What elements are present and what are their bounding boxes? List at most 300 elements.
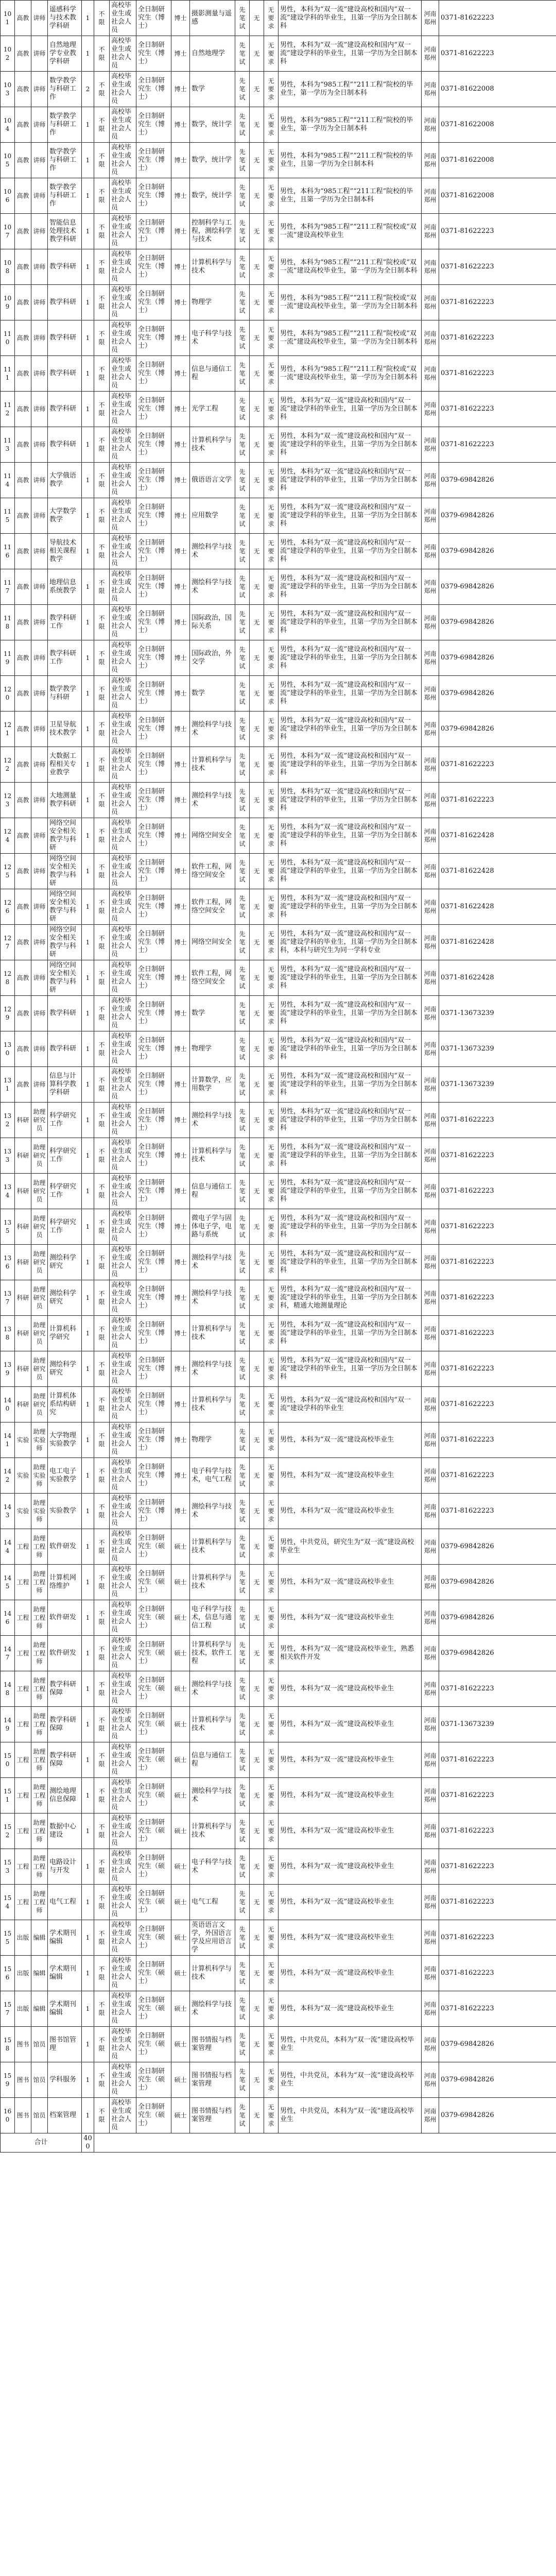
other-limit-cell: 无要求 — [264, 925, 279, 960]
applicant-type-cell: 高校毕业生或社会人员 — [110, 2062, 136, 2098]
post-code-cell: 149 — [1, 1707, 15, 1742]
contact-phone-cell: 0371-13673239 — [439, 996, 556, 1031]
applicant-type-cell: 高校毕业生或社会人员 — [110, 1245, 136, 1280]
post-duty-cell: 遥感科学与技术教学科研 — [48, 1, 82, 36]
age-limit-cell: 不限 — [94, 498, 110, 534]
other-limit-cell: 无要求 — [264, 1245, 279, 1280]
contact-phone-cell: 0371-81622223 — [439, 1174, 556, 1209]
exam-method-cell: 先笔试 — [235, 1671, 250, 1707]
category-cell: 高教 — [15, 818, 31, 854]
applicant-type-cell: 高校毕业生或社会人员 — [110, 1814, 136, 1849]
degree-cell: 博士 — [171, 1351, 190, 1387]
exam-method-cell: 先笔试 — [235, 1920, 250, 1956]
work-experience-cell: 无 — [250, 676, 264, 711]
age-limit-cell: 不限 — [94, 249, 110, 285]
table-row — [1, 427, 556, 463]
major-cell: 测绘科学与技术 — [190, 1351, 235, 1387]
education-cell: 全日制研究生（硕士） — [136, 1885, 171, 1920]
post-code-cell: 157 — [1, 1991, 15, 2027]
major-cell: 图书情报与档案管理 — [190, 2027, 235, 2062]
exam-method-cell: 先笔试 — [235, 1742, 250, 1778]
age-limit-cell: 不限 — [94, 1814, 110, 1849]
work-experience-cell: 无 — [250, 1742, 264, 1778]
category-cell: 高教 — [15, 534, 31, 569]
applicant-type-cell: 高校毕业生或社会人员 — [110, 640, 136, 676]
contact-phone-cell: 0379-69842826 — [439, 569, 556, 605]
contact-phone-cell: 0371-81622223 — [439, 1920, 556, 1956]
degree-cell: 博士 — [171, 1174, 190, 1209]
contact-phone-cell: 0379-69842826 — [439, 2027, 556, 2062]
applicant-type-cell: 高校毕业生或社会人员 — [110, 36, 136, 72]
post-code-cell: 116 — [1, 534, 15, 569]
post-code-cell: 112 — [1, 392, 15, 427]
major-cell: 电子科学与技术，信息与通信工程 — [190, 1600, 235, 1636]
education-cell: 全日制研究生（博士） — [136, 1209, 171, 1245]
major-cell: 数学 — [190, 676, 235, 711]
contact-phone-cell: 0371-81622223 — [439, 1245, 556, 1280]
degree-cell: 博士 — [171, 1138, 190, 1174]
applicant-type-cell: 高校毕业生或社会人员 — [110, 463, 136, 498]
work-experience-cell: 无 — [250, 1494, 264, 1529]
headcount-cell: 1 — [82, 534, 94, 569]
remarks-cell: 男性，本科为“双一流”建设高校和国内“双一流”建设学科的毕业生，且第一学历为全日制本科 — [279, 392, 422, 427]
major-cell: 计算机科学与技术，软件工程 — [190, 1636, 235, 1671]
major-cell: 数学，统计学 — [190, 178, 235, 214]
category-cell: 工程 — [15, 1814, 31, 1849]
age-limit-cell: 不限 — [94, 1778, 110, 1814]
work-experience-cell: 无 — [250, 72, 264, 107]
category-cell: 高教 — [15, 569, 31, 605]
contact-phone-cell: 0379-69842826 — [439, 1600, 556, 1636]
age-limit-cell: 不限 — [94, 1671, 110, 1707]
degree-cell: 硕士 — [171, 2062, 190, 2098]
post-duty-cell: 图书馆管理 — [48, 2027, 82, 2062]
exam-method-cell: 先笔试 — [235, 1280, 250, 1316]
category-cell: 图书 — [15, 2098, 31, 2133]
work-experience-cell: 无 — [250, 356, 264, 392]
education-cell: 全日制研究生（博士） — [136, 1387, 171, 1422]
exam-method-cell: 先笔试 — [235, 2062, 250, 2098]
headcount-cell: 1 — [82, 676, 94, 711]
degree-cell: 博士 — [171, 1387, 190, 1422]
degree-cell: 博士 — [171, 320, 190, 356]
contact-phone-cell: 0379-69842826 — [439, 1529, 556, 1565]
exam-method-cell: 先笔试 — [235, 640, 250, 676]
post-level-cell: 编辑 — [31, 1956, 48, 1991]
other-limit-cell: 无要求 — [264, 1031, 279, 1067]
post-code-cell: 118 — [1, 605, 15, 640]
other-limit-cell: 无要求 — [264, 2098, 279, 2133]
work-experience-cell: 无 — [250, 1103, 264, 1138]
work-location-cell: 河南郑州 — [422, 1103, 439, 1138]
post-duty-cell: 数学教学与科研工作 — [48, 178, 82, 214]
work-experience-cell: 无 — [250, 1422, 264, 1458]
age-limit-cell: 不限 — [94, 1707, 110, 1742]
age-limit-cell: 不限 — [94, 996, 110, 1031]
post-code-cell: 147 — [1, 1636, 15, 1671]
work-experience-cell: 无 — [250, 640, 264, 676]
post-level-cell: 讲师 — [31, 640, 48, 676]
other-limit-cell: 无要求 — [264, 1814, 279, 1849]
work-location-cell: 河南郑州 — [422, 1814, 439, 1849]
degree-cell: 博士 — [171, 1067, 190, 1103]
post-code-cell: 102 — [1, 36, 15, 72]
headcount-cell: 1 — [82, 925, 94, 960]
work-location-cell: 河南郑州 — [422, 1991, 439, 2027]
education-cell: 全日制研究生（博士） — [136, 711, 171, 747]
other-limit-cell: 无要求 — [264, 1494, 279, 1529]
headcount-cell: 1 — [82, 356, 94, 392]
exam-method-cell: 先笔试 — [235, 143, 250, 178]
category-cell: 高教 — [15, 783, 31, 818]
remarks-cell: 男性，本科为“双一流”建设高校和国内“双一流”建设学科的毕业生，且第一学历为全日制本科 — [279, 1138, 422, 1174]
education-cell: 全日制研究生（博士） — [136, 569, 171, 605]
post-code-cell: 151 — [1, 1778, 15, 1814]
exam-method-cell: 先笔试 — [235, 36, 250, 72]
post-level-cell: 馆员 — [31, 2062, 48, 2098]
post-code-cell: 153 — [1, 1849, 15, 1885]
post-code-cell: 115 — [1, 498, 15, 534]
post-level-cell: 讲师 — [31, 498, 48, 534]
work-location-cell: 河南郑州 — [422, 1351, 439, 1387]
applicant-type-cell: 高校毕业生或社会人员 — [110, 1031, 136, 1067]
exam-method-cell: 先笔试 — [235, 178, 250, 214]
applicant-type-cell: 高校毕业生或社会人员 — [110, 107, 136, 143]
post-level-cell: 助理研究员 — [31, 1174, 48, 1209]
post-code-cell: 121 — [1, 711, 15, 747]
contact-phone-cell: 0371-81622223 — [439, 1885, 556, 1920]
major-cell: 俄语语言文学 — [190, 463, 235, 498]
work-location-cell: 河南郑州 — [422, 1885, 439, 1920]
post-level-cell: 助理实验师 — [31, 1422, 48, 1458]
contact-phone-cell: 0371-81622223 — [439, 214, 556, 249]
post-code-cell: 110 — [1, 320, 15, 356]
table-row — [1, 36, 556, 72]
education-cell: 全日制研究生（博士） — [136, 925, 171, 960]
category-cell: 工程 — [15, 1636, 31, 1671]
education-cell: 全日制研究生（硕士） — [136, 1814, 171, 1849]
post-code-cell: 136 — [1, 1245, 15, 1280]
table-row — [1, 1103, 556, 1138]
post-duty-cell: 智能信息处理技术教学科研 — [48, 214, 82, 249]
other-limit-cell: 无要求 — [264, 320, 279, 356]
category-cell: 工程 — [15, 1529, 31, 1565]
education-cell: 全日制研究生（博士） — [136, 534, 171, 569]
contact-phone-cell: 0371-81622223 — [439, 1494, 556, 1529]
degree-cell: 博士 — [171, 1031, 190, 1067]
applicant-type-cell: 高校毕业生或社会人员 — [110, 356, 136, 392]
major-cell: 计算机科学与技术 — [190, 1387, 235, 1422]
post-code-cell: 150 — [1, 1742, 15, 1778]
age-limit-cell: 不限 — [94, 1351, 110, 1387]
exam-method-cell: 先笔试 — [235, 1031, 250, 1067]
exam-method-cell: 先笔试 — [235, 711, 250, 747]
other-limit-cell: 无要求 — [264, 1280, 279, 1316]
remarks-cell: 男性，本科为“双一流”建设高校和国内“双一流”建设学科的毕业生，且第一学历为全日制本科 — [279, 854, 422, 889]
remarks-cell: 男性，本科为“双一流”建设高校和国内“双一流”建设学科的毕业生，且第一学历为全日制本科，本科与研究生为同一学科专业 — [279, 925, 422, 960]
applicant-type-cell: 高校毕业生或社会人员 — [110, 1636, 136, 1671]
major-cell: 测绘科学与技术 — [190, 1103, 235, 1138]
major-cell: 软件工程，网络空间安全 — [190, 889, 235, 925]
other-limit-cell: 无要求 — [264, 214, 279, 249]
exam-method-cell: 先笔试 — [235, 1529, 250, 1565]
exam-method-cell: 先笔试 — [235, 1, 250, 36]
category-cell: 科研 — [15, 1103, 31, 1138]
applicant-type-cell: 高校毕业生或社会人员 — [110, 1991, 136, 2027]
degree-cell: 博士 — [171, 498, 190, 534]
work-experience-cell: 无 — [250, 711, 264, 747]
post-level-cell: 助理工程师 — [31, 1814, 48, 1849]
post-level-cell: 助理工程师 — [31, 1707, 48, 1742]
degree-cell: 博士 — [171, 960, 190, 996]
exam-method-cell: 先笔试 — [235, 1316, 250, 1351]
work-location-cell: 河南郑州 — [422, 818, 439, 854]
post-code-cell: 126 — [1, 889, 15, 925]
category-cell: 高教 — [15, 392, 31, 427]
category-cell: 图书 — [15, 2027, 31, 2062]
work-experience-cell: 无 — [250, 107, 264, 143]
remarks-cell: 男性，本科为“双一流”建设高校和国内“双一流”建设学科的毕业生，且第一学历为全日制本科 — [279, 640, 422, 676]
education-cell: 全日制研究生（硕士） — [136, 2062, 171, 2098]
remarks-cell: 男性，本科为“双一流”建设高校毕业生 — [279, 1458, 422, 1494]
education-cell: 全日制研究生（硕士） — [136, 2098, 171, 2133]
table-row — [1, 1885, 556, 1920]
work-location-cell: 河南郑州 — [422, 1849, 439, 1885]
work-experience-cell: 无 — [250, 1814, 264, 1849]
remarks-cell: 男性，本科为“985工程”“211工程”院校或“双一流”建设高校毕业生，第一学历为全日制本科 — [279, 249, 422, 285]
remarks-cell: 男性，本科为“双一流”建设高校毕业生 — [279, 1565, 422, 1600]
table-row — [1, 640, 556, 676]
contact-phone-cell: 0371-81622008 — [439, 178, 556, 214]
post-duty-cell: 计算机体系结构研究 — [48, 1387, 82, 1422]
exam-method-cell: 先笔试 — [235, 107, 250, 143]
age-limit-cell: 不限 — [94, 1316, 110, 1351]
headcount-cell: 1 — [82, 783, 94, 818]
work-location-cell: 河南郑州 — [422, 320, 439, 356]
work-location-cell: 河南郑州 — [422, 1031, 439, 1067]
post-duty-cell: 软件研发 — [48, 1600, 82, 1636]
contact-phone-cell: 0371-81622223 — [439, 356, 556, 392]
major-cell: 摄影测量与遥感 — [190, 1, 235, 36]
degree-cell: 博士 — [171, 72, 190, 107]
post-code-cell: 130 — [1, 1031, 15, 1067]
work-experience-cell: 无 — [250, 1174, 264, 1209]
table-row — [1, 1280, 556, 1316]
headcount-cell: 1 — [82, 1, 94, 36]
table-row — [1, 1920, 556, 1956]
work-location-cell: 河南郑州 — [422, 640, 439, 676]
major-cell: 计算机科学与技术 — [190, 1529, 235, 1565]
post-code-cell: 124 — [1, 818, 15, 854]
category-cell: 高教 — [15, 676, 31, 711]
degree-cell: 博士 — [171, 107, 190, 143]
education-cell: 全日制研究生（硕士） — [136, 1636, 171, 1671]
post-code-cell: 134 — [1, 1174, 15, 1209]
exam-method-cell: 先笔试 — [235, 356, 250, 392]
post-duty-cell: 大学物理实验教学 — [48, 1422, 82, 1458]
post-code-cell: 111 — [1, 356, 15, 392]
major-cell: 电子科学与技术，电气工程 — [190, 1458, 235, 1494]
headcount-cell: 1 — [82, 1458, 94, 1494]
remarks-cell: 男性，本科为“985工程”“211工程”院校或“双一流”建设高校毕业生，第一学历为全日制本科 — [279, 320, 422, 356]
age-limit-cell: 不限 — [94, 1529, 110, 1565]
table-row — [1, 72, 556, 107]
contact-phone-cell: 0371-81622428 — [439, 889, 556, 925]
work-location-cell: 河南郑州 — [422, 1742, 439, 1778]
age-limit-cell: 不限 — [94, 1636, 110, 1671]
contact-phone-cell: 0371-81622008 — [439, 107, 556, 143]
contact-phone-cell: 0371-81622223 — [439, 1387, 556, 1422]
post-level-cell: 讲师 — [31, 214, 48, 249]
post-code-cell: 144 — [1, 1529, 15, 1565]
table-row — [1, 1138, 556, 1174]
work-experience-cell: 无 — [250, 1565, 264, 1600]
applicant-type-cell: 高校毕业生或社会人员 — [110, 498, 136, 534]
major-cell: 计算数学，应用数学 — [190, 1067, 235, 1103]
applicant-type-cell: 高校毕业生或社会人员 — [110, 1, 136, 36]
post-code-cell: 156 — [1, 1956, 15, 1991]
degree-cell: 硕士 — [171, 1600, 190, 1636]
post-level-cell: 讲师 — [31, 960, 48, 996]
headcount-cell: 1 — [82, 1351, 94, 1387]
post-level-cell: 讲师 — [31, 925, 48, 960]
other-limit-cell: 无要求 — [264, 1920, 279, 1956]
contact-phone-cell: 0379-69842826 — [439, 498, 556, 534]
age-limit-cell: 不限 — [94, 960, 110, 996]
exam-method-cell: 先笔试 — [235, 2098, 250, 2133]
headcount-cell: 1 — [82, 1778, 94, 1814]
category-cell: 高教 — [15, 605, 31, 640]
work-experience-cell: 无 — [250, 960, 264, 996]
remarks-cell: 男性，本科为“985工程”“211工程”院校的毕业生，且第一学历为全日制本科 — [279, 178, 422, 214]
other-limit-cell: 无要求 — [264, 640, 279, 676]
applicant-type-cell: 高校毕业生或社会人员 — [110, 1138, 136, 1174]
other-limit-cell: 无要求 — [264, 1174, 279, 1209]
remarks-cell: 男性，本科为“双一流”建设高校和国内“双一流”建设学科的毕业生，且第一学历为全日制本科 — [279, 1067, 422, 1103]
post-code-cell: 105 — [1, 143, 15, 178]
age-limit-cell: 不限 — [94, 1956, 110, 1991]
contact-phone-cell: 0371-81622223 — [439, 1422, 556, 1458]
applicant-type-cell: 高校毕业生或社会人员 — [110, 1316, 136, 1351]
education-cell: 全日制研究生（硕士） — [136, 1920, 171, 1956]
table-row — [1, 605, 556, 640]
work-location-cell: 河南郑州 — [422, 1565, 439, 1600]
post-level-cell: 助理研究员 — [31, 1351, 48, 1387]
contact-phone-cell: 0379-69842826 — [439, 640, 556, 676]
applicant-type-cell: 高校毕业生或社会人员 — [110, 392, 136, 427]
major-cell: 物理学 — [190, 285, 235, 320]
education-cell: 全日制研究生（硕士） — [136, 1849, 171, 1885]
category-cell: 工程 — [15, 1849, 31, 1885]
exam-method-cell: 先笔试 — [235, 463, 250, 498]
age-limit-cell: 不限 — [94, 569, 110, 605]
applicant-type-cell: 高校毕业生或社会人员 — [110, 1707, 136, 1742]
age-limit-cell: 不限 — [94, 1422, 110, 1458]
headcount-cell: 1 — [82, 320, 94, 356]
education-cell: 全日制研究生（硕士） — [136, 1671, 171, 1707]
exam-method-cell: 先笔试 — [235, 2027, 250, 2062]
table-row — [1, 1245, 556, 1280]
headcount-cell: 1 — [82, 960, 94, 996]
post-code-cell: 141 — [1, 1422, 15, 1458]
post-code-cell: 142 — [1, 1458, 15, 1494]
contact-phone-cell: 0379-69842826 — [439, 534, 556, 569]
category-cell: 科研 — [15, 1245, 31, 1280]
exam-method-cell: 先笔试 — [235, 392, 250, 427]
contact-phone-cell: 0371-81622223 — [439, 747, 556, 783]
contact-phone-cell: 0371-81622428 — [439, 925, 556, 960]
headcount-cell: 1 — [82, 1885, 94, 1920]
category-cell: 工程 — [15, 1778, 31, 1814]
table-row — [1, 1636, 556, 1671]
headcount-cell: 1 — [82, 498, 94, 534]
applicant-type-cell: 高校毕业生或社会人员 — [110, 1280, 136, 1316]
post-code-cell: 106 — [1, 178, 15, 214]
post-duty-cell: 教学科研保障 — [48, 1671, 82, 1707]
education-cell: 全日制研究生（博士） — [136, 960, 171, 996]
post-code-cell: 152 — [1, 1814, 15, 1849]
post-level-cell: 讲师 — [31, 889, 48, 925]
post-duty-cell: 科学研究工作 — [48, 1174, 82, 1209]
remarks-cell: 男性，本科为“双一流”建设高校和国内“双一流”建设学科的毕业生，且第一学历为全日制本科 — [279, 605, 422, 640]
table-row — [1, 1067, 556, 1103]
education-cell: 全日制研究生（博士） — [136, 889, 171, 925]
education-cell: 全日制研究生（硕士） — [136, 1707, 171, 1742]
degree-cell: 博士 — [171, 356, 190, 392]
other-limit-cell: 无要求 — [264, 889, 279, 925]
applicant-type-cell: 高校毕业生或社会人员 — [110, 1565, 136, 1600]
post-code-cell: 119 — [1, 640, 15, 676]
education-cell: 全日制研究生（博士） — [136, 605, 171, 640]
post-duty-cell: 网络空间安全相关教学与科研 — [48, 854, 82, 889]
remarks-cell: 男性，本科为“双一流”建设高校毕业生 — [279, 1422, 422, 1458]
education-cell: 全日制研究生（博士） — [136, 640, 171, 676]
headcount-cell: 1 — [82, 1245, 94, 1280]
work-experience-cell: 无 — [250, 1245, 264, 1280]
other-limit-cell: 无要求 — [264, 1707, 279, 1742]
degree-cell: 博士 — [171, 889, 190, 925]
post-level-cell: 助理工程师 — [31, 1849, 48, 1885]
degree-cell: 博士 — [171, 285, 190, 320]
major-cell: 光学工程 — [190, 392, 235, 427]
remarks-cell: 男性，本科为“双一流”建设高校毕业生 — [279, 1494, 422, 1529]
headcount-cell: 1 — [82, 2098, 94, 2133]
age-limit-cell: 不限 — [94, 1103, 110, 1138]
degree-cell: 硕士 — [171, 1885, 190, 1920]
work-location-cell: 河南郑州 — [422, 1671, 439, 1707]
exam-method-cell: 先笔试 — [235, 605, 250, 640]
work-experience-cell: 无 — [250, 463, 264, 498]
age-limit-cell: 不限 — [94, 605, 110, 640]
post-duty-cell: 教学科研保障 — [48, 1707, 82, 1742]
work-experience-cell: 无 — [250, 818, 264, 854]
post-level-cell: 讲师 — [31, 320, 48, 356]
education-cell: 全日制研究生（博士） — [136, 143, 171, 178]
category-cell: 实验 — [15, 1458, 31, 1494]
post-level-cell: 助理工程师 — [31, 1565, 48, 1600]
work-experience-cell: 无 — [250, 178, 264, 214]
post-code-cell: 108 — [1, 249, 15, 285]
headcount-cell: 1 — [82, 747, 94, 783]
work-location-cell: 河南郑州 — [422, 392, 439, 427]
age-limit-cell: 不限 — [94, 143, 110, 178]
age-limit-cell: 不限 — [94, 1138, 110, 1174]
contact-phone-cell: 0371-81622428 — [439, 960, 556, 996]
table-row — [1, 960, 556, 996]
other-limit-cell: 无要求 — [264, 2062, 279, 2098]
post-level-cell: 助理研究员 — [31, 1316, 48, 1351]
age-limit-cell: 不限 — [94, 427, 110, 463]
